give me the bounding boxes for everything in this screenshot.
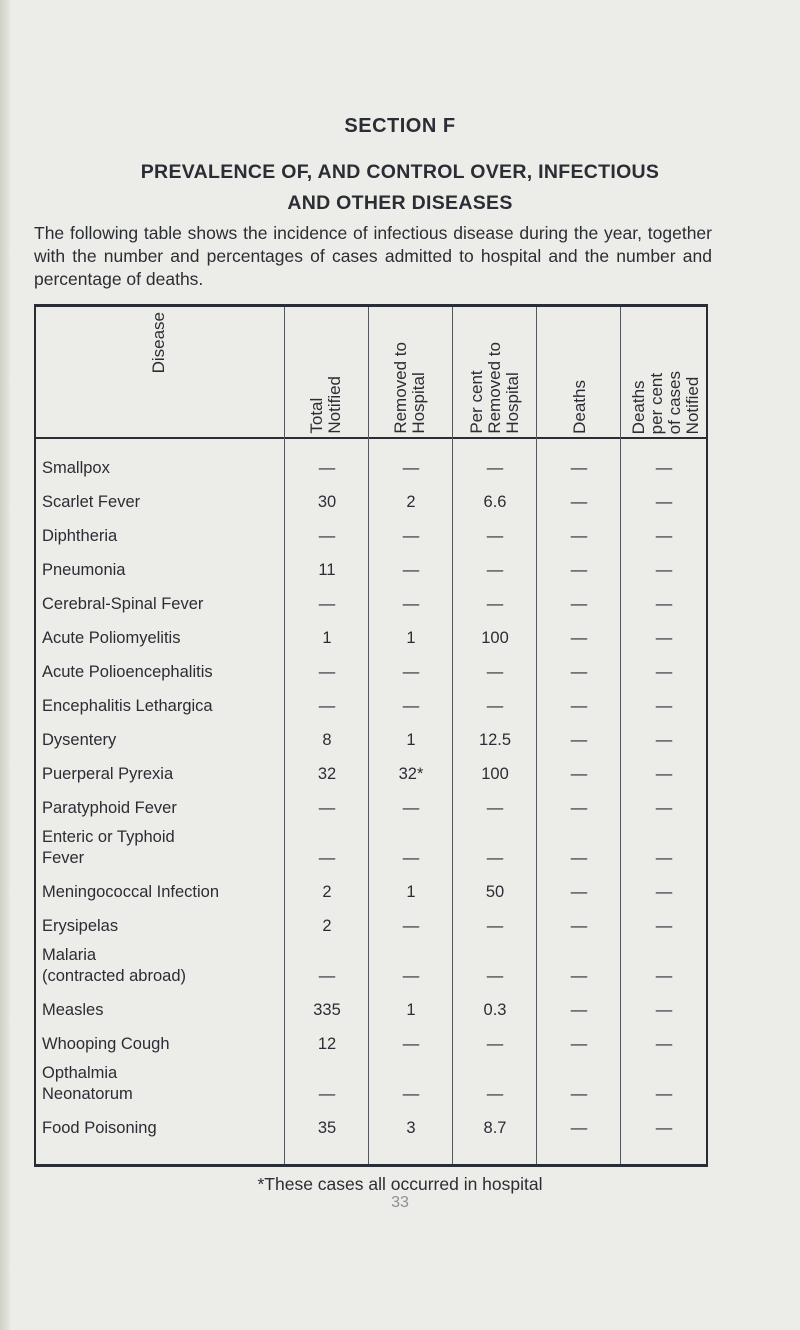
cell-deaths-pct: — bbox=[655, 765, 673, 783]
cell-percent: — bbox=[486, 917, 504, 935]
cell-total: 11 bbox=[318, 561, 336, 579]
cell-removed: — bbox=[402, 1085, 420, 1103]
cell-total: — bbox=[318, 595, 336, 613]
disease-name: Diphtheria bbox=[42, 527, 118, 545]
cell-deaths-pct: — bbox=[655, 883, 673, 901]
disease-name: Dysentery bbox=[42, 731, 117, 749]
cell-removed: — bbox=[402, 561, 420, 579]
cell-deaths-pct: — bbox=[655, 561, 673, 579]
cell-total: — bbox=[318, 697, 336, 715]
table-row bbox=[34, 873, 708, 907]
cell-deaths-pct: — bbox=[655, 1119, 673, 1137]
table-row bbox=[34, 585, 708, 619]
cell-percent: — bbox=[486, 595, 504, 613]
disease-name: Enteric or Typhoid Fever bbox=[42, 828, 175, 867]
cell-percent: — bbox=[486, 663, 504, 681]
table-row bbox=[34, 1059, 708, 1109]
header-per-cent-label: Per cent Removed to Hospital bbox=[467, 342, 522, 434]
table-row bbox=[34, 755, 708, 789]
cell-deaths-pct: — bbox=[655, 527, 673, 545]
cell-deaths-pct: — bbox=[655, 731, 673, 749]
header-deaths-per-cent bbox=[628, 312, 704, 434]
cell-deaths: — bbox=[570, 595, 588, 613]
table-row bbox=[34, 789, 708, 823]
header-deaths bbox=[560, 312, 600, 434]
cell-deaths-pct: — bbox=[655, 663, 673, 681]
cell-deaths: — bbox=[570, 459, 588, 477]
cell-removed: — bbox=[402, 799, 420, 817]
cell-deaths-pct: — bbox=[655, 1035, 673, 1053]
table-bottom-rule bbox=[34, 1164, 708, 1167]
disease-name: Opthalmia Neonatorum bbox=[42, 1064, 133, 1103]
disease-name: Food Poisoning bbox=[42, 1119, 157, 1137]
cell-total: — bbox=[318, 799, 336, 817]
cell-removed: — bbox=[402, 967, 420, 985]
header-disease bbox=[141, 312, 177, 434]
cell-percent: — bbox=[486, 849, 504, 867]
disease-name: Meningococcal Infection bbox=[42, 883, 220, 901]
disease-name: Puerperal Pyrexia bbox=[42, 765, 174, 783]
cell-removed: — bbox=[402, 849, 420, 867]
cell-deaths: — bbox=[570, 849, 588, 867]
cell-removed: — bbox=[402, 697, 420, 715]
cell-deaths-pct: — bbox=[655, 917, 673, 935]
cell-removed: 1 bbox=[406, 731, 416, 749]
cell-total: 335 bbox=[313, 1001, 341, 1019]
page-heading-line-1: PREVALENCE OF, AND CONTROL OVER, INFECTIOUS bbox=[140, 161, 660, 183]
cell-deaths: — bbox=[570, 663, 588, 681]
cell-total: 32 bbox=[317, 765, 337, 783]
table-row bbox=[34, 483, 708, 517]
table-row bbox=[34, 653, 708, 687]
disease-name: Whooping Cough bbox=[42, 1035, 170, 1053]
cell-total: 35 bbox=[317, 1119, 337, 1137]
cell-deaths: — bbox=[570, 1085, 588, 1103]
cell-removed: — bbox=[402, 595, 420, 613]
table-top-rule bbox=[34, 304, 708, 307]
cell-total: 2 bbox=[322, 917, 332, 935]
cell-percent: — bbox=[486, 561, 504, 579]
cell-total: 30 bbox=[317, 493, 337, 511]
cell-percent: 100 bbox=[481, 629, 509, 647]
cell-deaths: — bbox=[570, 561, 588, 579]
footnote: *These cases all occurred in hospital bbox=[257, 1174, 543, 1194]
cell-percent: — bbox=[486, 527, 504, 545]
cell-removed: 1 bbox=[406, 629, 416, 647]
cell-percent: 8.7 bbox=[483, 1119, 507, 1137]
header-per-cent-removed bbox=[462, 312, 528, 434]
table-row bbox=[34, 823, 708, 873]
table-row bbox=[34, 907, 708, 941]
cell-deaths-pct: — bbox=[655, 493, 673, 511]
cell-removed: — bbox=[402, 917, 420, 935]
cell-deaths: — bbox=[570, 731, 588, 749]
table-row bbox=[34, 941, 708, 991]
table-row bbox=[34, 449, 708, 483]
table-row bbox=[34, 551, 708, 585]
cell-deaths: — bbox=[570, 765, 588, 783]
cell-total: — bbox=[318, 527, 336, 545]
header-total-notified-label: Total Notified bbox=[307, 376, 344, 434]
disease-name: Cerebral-Spinal Fever bbox=[42, 595, 204, 613]
cell-total: — bbox=[318, 967, 336, 985]
cell-deaths-pct: — bbox=[655, 697, 673, 715]
cell-deaths: — bbox=[570, 629, 588, 647]
cell-percent: 12.5 bbox=[478, 731, 512, 749]
disease-name: Paratyphoid Fever bbox=[42, 799, 177, 817]
table-row bbox=[34, 721, 708, 755]
section-title: SECTION F bbox=[344, 115, 456, 137]
disease-name: Acute Poliomyelitis bbox=[42, 629, 181, 647]
cell-total: 8 bbox=[322, 731, 332, 749]
intro-paragraph: The following table shows the incidence of infectious disease during the year, together with the number and percentages of cases admitted to hospital and the number and percentage of deaths. bbox=[34, 223, 712, 289]
cell-deaths: — bbox=[570, 1001, 588, 1019]
cell-percent: — bbox=[486, 697, 504, 715]
cell-percent: 6.6 bbox=[483, 493, 507, 511]
disease-name: Malaria (contracted abroad) bbox=[42, 946, 186, 985]
table-row bbox=[34, 1025, 708, 1059]
table-row bbox=[34, 991, 708, 1025]
table-row bbox=[34, 517, 708, 551]
cell-deaths: — bbox=[570, 527, 588, 545]
cell-deaths: — bbox=[570, 1035, 588, 1053]
cell-percent: — bbox=[486, 1035, 504, 1053]
cell-deaths-pct: — bbox=[655, 459, 673, 477]
page-heading-line-2: AND OTHER DISEASES bbox=[287, 192, 513, 214]
disease-name: Acute Polioencephalitis bbox=[42, 663, 213, 681]
cell-percent: 0.3 bbox=[483, 1001, 507, 1019]
cell-deaths: — bbox=[570, 883, 588, 901]
cell-removed: 3 bbox=[406, 1119, 416, 1137]
cell-deaths-pct: — bbox=[655, 967, 673, 985]
cell-percent: — bbox=[486, 459, 504, 477]
table-row bbox=[34, 687, 708, 721]
cell-total: — bbox=[318, 849, 336, 867]
cell-removed: 1 bbox=[406, 883, 416, 901]
header-deaths-per-cent-label: Deaths per cent of cases Notified bbox=[629, 370, 702, 434]
disease-name: Erysipelas bbox=[42, 917, 119, 935]
cell-deaths: — bbox=[570, 917, 588, 935]
disease-name: Smallpox bbox=[42, 459, 110, 477]
cell-deaths-pct: — bbox=[655, 799, 673, 817]
disease-name: Measles bbox=[42, 1001, 104, 1019]
header-disease-label: Disease bbox=[149, 312, 168, 374]
cell-percent: — bbox=[486, 799, 504, 817]
cell-removed: — bbox=[402, 459, 420, 477]
disease-name: Encephalitis Lethargica bbox=[42, 697, 213, 715]
cell-deaths-pct: — bbox=[655, 1085, 673, 1103]
disease-name: Scarlet Fever bbox=[42, 493, 141, 511]
cell-total: 2 bbox=[322, 883, 332, 901]
cell-total: — bbox=[318, 663, 336, 681]
cell-total: — bbox=[318, 459, 336, 477]
disease-name: Pneumonia bbox=[42, 561, 126, 579]
header-removed-to-hospital bbox=[380, 312, 440, 434]
cell-deaths: — bbox=[570, 697, 588, 715]
header-deaths-label: Deaths bbox=[570, 380, 589, 434]
cell-total: 1 bbox=[322, 629, 332, 647]
header-removed-label: Removed to Hospital bbox=[391, 342, 428, 434]
cell-deaths-pct: — bbox=[655, 1001, 673, 1019]
table-row bbox=[34, 619, 708, 653]
header-total-notified bbox=[296, 312, 356, 434]
cell-deaths: — bbox=[570, 493, 588, 511]
table-row bbox=[34, 1109, 708, 1143]
cell-removed: — bbox=[402, 527, 420, 545]
cell-total: — bbox=[318, 1085, 336, 1103]
cell-deaths: — bbox=[570, 799, 588, 817]
cell-deaths-pct: — bbox=[655, 849, 673, 867]
cell-deaths: — bbox=[570, 967, 588, 985]
cell-removed: 2 bbox=[406, 493, 416, 511]
cell-percent: 100 bbox=[481, 765, 509, 783]
cell-deaths: — bbox=[570, 1119, 588, 1137]
cell-total: 12 bbox=[317, 1035, 337, 1053]
cell-deaths-pct: — bbox=[655, 595, 673, 613]
cell-removed: — bbox=[402, 1035, 420, 1053]
cell-percent: 50 bbox=[485, 883, 505, 901]
cell-removed: — bbox=[402, 663, 420, 681]
cell-removed: 32* bbox=[398, 765, 424, 783]
cell-percent: — bbox=[486, 967, 504, 985]
cell-deaths-pct: — bbox=[655, 629, 673, 647]
cell-percent: — bbox=[486, 1085, 504, 1103]
page-number: 33 bbox=[391, 1194, 409, 1211]
disease-table bbox=[34, 304, 708, 1168]
cell-removed: 1 bbox=[406, 1001, 416, 1019]
table-header-rule bbox=[34, 437, 708, 439]
